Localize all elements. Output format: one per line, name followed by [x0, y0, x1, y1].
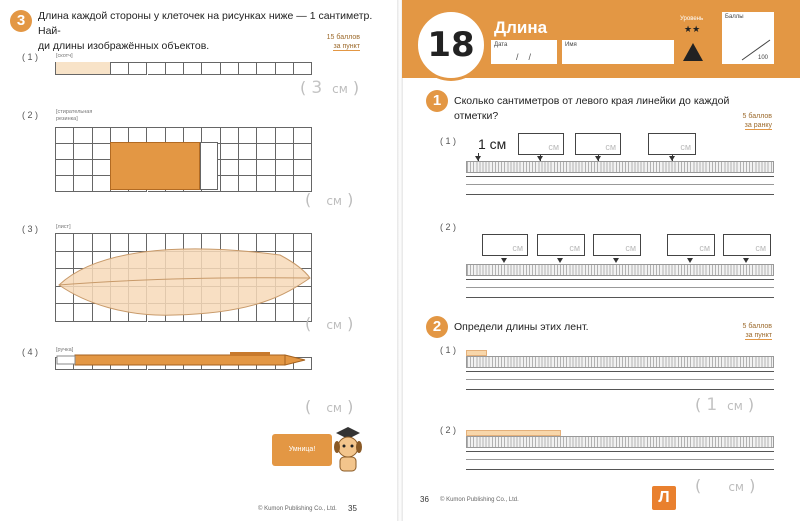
grid-cell	[239, 160, 257, 176]
grid-cell	[221, 128, 239, 144]
ruler-rule	[466, 389, 774, 390]
copyright-footer: © Kumon Publishing Co., Ltd.	[440, 497, 519, 503]
grid-cell	[221, 63, 239, 75]
task-2-answer-1-value: 1	[706, 395, 718, 415]
box-unit: см	[512, 243, 523, 253]
grid-cell	[257, 144, 275, 160]
level-label: Уровень	[680, 16, 704, 22]
task-2-answer-2-unit: см	[728, 480, 744, 494]
pointer-arrow-icon	[475, 156, 481, 161]
grid-cell	[93, 144, 111, 160]
grid-cell	[239, 63, 257, 75]
ruler-rule	[466, 184, 774, 185]
eraser-sleeve	[200, 142, 218, 190]
task-2-points-sub: за пункт	[745, 332, 772, 339]
grid-cell	[257, 128, 275, 144]
answer-box[interactable]	[667, 234, 715, 256]
box-unit: см	[605, 142, 616, 152]
answer-box[interactable]	[593, 234, 641, 256]
box-unit: см	[755, 243, 766, 253]
ruler-ticks	[467, 357, 773, 367]
ruler-rule	[466, 469, 774, 470]
task-1-points	[722, 112, 772, 130]
ruler	[466, 436, 774, 448]
pointer-arrow-icon	[743, 258, 749, 263]
answer-1-unit: см	[332, 82, 348, 96]
pointer-arrow-icon	[613, 258, 619, 263]
grid-cell	[276, 176, 294, 192]
ruler-rule	[466, 287, 774, 288]
ruler-rule	[466, 279, 774, 280]
pointer-arrow-icon	[557, 258, 563, 263]
grid-cell	[111, 63, 129, 75]
leaf-shape	[55, 233, 315, 323]
ruler-rule	[466, 371, 774, 372]
pointer-arrow-icon	[537, 156, 543, 161]
grid-cell	[239, 128, 257, 144]
task-1-points-value: 5 баллов	[742, 113, 772, 120]
grid-cell	[239, 176, 257, 192]
answer-2: ( см )	[305, 190, 354, 209]
tape-shape	[56, 62, 110, 74]
grid-cell	[221, 160, 239, 176]
box-unit: см	[699, 243, 710, 253]
score-label: Баллы	[725, 14, 744, 20]
grid-cell	[74, 176, 92, 192]
ruler-rule	[466, 194, 774, 195]
answer-2-unit: см	[326, 194, 342, 208]
grid-cell	[294, 144, 312, 160]
ruler-rule	[466, 451, 774, 452]
pointer-arrow-icon	[669, 156, 675, 161]
box-unit: см	[680, 142, 691, 152]
task-2-text: Определи длины этих лент.	[454, 321, 589, 333]
task-2-answer-1: ( 1 см )	[695, 395, 755, 415]
task-number-badge: 3	[10, 10, 32, 32]
ruler-ticks	[467, 437, 773, 447]
ruler-rule	[466, 297, 774, 298]
pen-shape	[55, 350, 315, 370]
pointer-arrow-icon	[687, 258, 693, 263]
grid-cell	[93, 176, 111, 192]
task-1-text: Сколько сантиметров от левого края линейки до каждой отметки?	[454, 95, 730, 122]
task-2-part-1-number: ( 1 )	[440, 345, 457, 355]
example-answer: 1 см	[478, 136, 507, 152]
item-1-tag: [скотч]	[56, 53, 73, 59]
answer-1-value: 3	[311, 78, 323, 98]
left-page	[0, 0, 398, 521]
grid-cell	[74, 160, 92, 176]
name-field[interactable]	[562, 40, 674, 64]
grid-cell	[257, 176, 275, 192]
grid-cell	[93, 128, 111, 144]
book-gutter	[397, 0, 403, 521]
grid-cell	[56, 128, 74, 144]
name-label: Имя	[565, 42, 577, 48]
task-2-answer-2: ( см )	[695, 476, 756, 495]
grid-cell	[74, 144, 92, 160]
item-2-number: ( 2 )	[22, 110, 39, 120]
praise-badge: Умница!	[272, 434, 332, 466]
pointer-arrow-icon	[501, 258, 507, 263]
date-label: Дата	[494, 42, 508, 48]
date-field[interactable]	[491, 40, 557, 64]
grid-cell	[294, 128, 312, 144]
answer-box[interactable]	[482, 234, 528, 256]
grid-cell	[276, 144, 294, 160]
grid-cell	[74, 128, 92, 144]
score-field[interactable]	[722, 12, 774, 64]
page-number: 35	[348, 504, 357, 513]
task-1-part-1-number: ( 1 )	[440, 136, 457, 146]
grid-cell	[202, 63, 220, 75]
grid-cell	[129, 63, 147, 75]
task-2-points-value: 5 баллов	[742, 323, 772, 330]
task-2-part-2-number: ( 2 )	[440, 425, 457, 435]
instruction-line-1: Длина каждой стороны у клеточек на рисунках ниже — 1 сантиметр. Най-	[38, 10, 373, 37]
grid-cell	[221, 176, 239, 192]
score-max: 100	[758, 55, 769, 61]
answer-box[interactable]	[537, 234, 585, 256]
grid-cell	[56, 144, 74, 160]
item-4-tag: [ручка]	[56, 347, 74, 353]
grid-cell	[184, 63, 202, 75]
copyright-footer: © Kumon Publishing Co., Ltd.	[258, 506, 337, 512]
points-sub: за пункт	[333, 43, 360, 50]
ruler-ticks	[467, 265, 773, 275]
pointer-arrow-icon	[595, 156, 601, 161]
puppy-mascot-icon	[328, 425, 368, 475]
grid-cell	[56, 160, 74, 176]
grid-cell	[148, 63, 166, 75]
item-3-tag: [лист]	[56, 224, 71, 230]
level-stars: ★★	[684, 24, 701, 34]
eraser-shape	[110, 142, 200, 190]
box-unit: см	[548, 142, 559, 152]
grid-cell	[221, 144, 239, 160]
item-1-number: ( 1 )	[22, 52, 39, 62]
grid-cell	[257, 160, 275, 176]
ruler	[466, 161, 774, 173]
item-3-number: ( 3 )	[22, 224, 39, 234]
answer-1: ( 3 см )	[300, 78, 360, 98]
date-slashes: / /	[516, 52, 532, 62]
ruler	[466, 356, 774, 368]
lesson-title: Длина	[494, 18, 548, 37]
watermark-logo: Л	[652, 486, 676, 510]
grid-cell	[276, 63, 294, 75]
box-unit: см	[569, 243, 580, 253]
ruler-rule	[466, 176, 774, 177]
answer-4: ( см )	[305, 397, 354, 416]
grid-cell	[239, 144, 257, 160]
task-2-answer-1-unit: см	[727, 399, 743, 413]
grid-cell	[294, 63, 312, 75]
grid-cell	[56, 176, 74, 192]
grid-cell	[276, 128, 294, 144]
points-value: 15 баллов	[326, 34, 360, 41]
grid-cell	[93, 160, 111, 176]
grid-cell	[166, 63, 184, 75]
ruler-rule	[466, 379, 774, 380]
ruler-rule	[466, 459, 774, 460]
points-label	[310, 33, 360, 51]
box-unit: см	[625, 243, 636, 253]
task-1-points-sub: за ранку	[744, 122, 772, 129]
answer-3-unit: см	[326, 318, 342, 332]
answer-box[interactable]	[723, 234, 771, 256]
answer-box[interactable]	[518, 133, 564, 155]
instruction-line-2: ди длины изображённых объектов.	[38, 40, 210, 52]
level-triangle-icon	[682, 42, 704, 62]
task-2-points	[722, 322, 772, 340]
grid-cell	[276, 160, 294, 176]
lesson-number: 18	[418, 12, 484, 78]
item-4-number: ( 4 )	[22, 347, 39, 357]
answer-box[interactable]	[575, 133, 621, 155]
task-1-part-2-number: ( 2 )	[440, 222, 457, 232]
task-1-badge: 1	[426, 90, 448, 112]
answer-3: ( см )	[305, 314, 354, 333]
task-2-badge: 2	[426, 316, 448, 338]
page-number: 36	[420, 495, 429, 504]
grid-cell	[257, 63, 275, 75]
answer-box[interactable]	[648, 133, 696, 155]
item-2-tag: [стирательная резинка]	[56, 109, 93, 122]
answer-4-unit: см	[326, 401, 342, 415]
grid-cell	[294, 160, 312, 176]
ruler	[466, 264, 774, 276]
ruler-ticks	[467, 162, 773, 172]
